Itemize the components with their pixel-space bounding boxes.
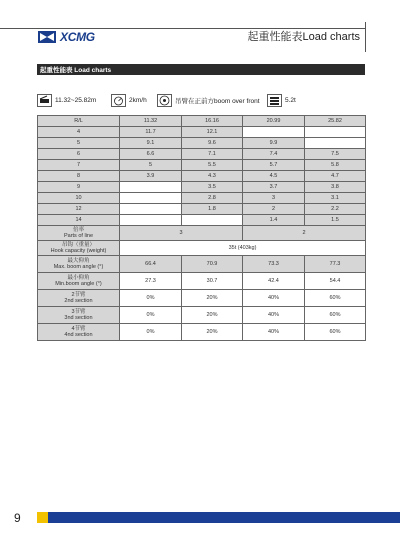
section-label: 3节臂 3nd section — [38, 307, 120, 324]
radius-cell: 4 — [38, 127, 120, 138]
header-cell: 16.16 — [182, 116, 243, 127]
capacity-cell: 2.2 — [305, 204, 366, 215]
header-cell: 11.32 — [120, 116, 182, 127]
header-cell: 25.82 — [305, 116, 366, 127]
boom-position-text: 吊臂在正前方boom over front — [175, 97, 260, 105]
angle-cell: 27.3 — [120, 273, 182, 290]
table-header-row — [38, 116, 366, 127]
radius-cell: 6 — [38, 149, 120, 160]
capacity-cell: 12.1 — [182, 127, 243, 138]
angle-cell: 66.4 — [120, 256, 182, 273]
capacity-cell: 11.7 — [120, 127, 182, 138]
angle-cell: 30.7 — [182, 273, 243, 290]
section-row — [38, 307, 366, 324]
capacity-cell: 3.9 — [120, 171, 182, 182]
table-row — [38, 182, 366, 193]
crane-icon — [37, 94, 52, 107]
section-cell: 60% — [305, 324, 366, 341]
radius-cell: 14 — [38, 215, 120, 226]
capacity-cell: 4.3 — [182, 171, 243, 182]
capacity-cell: 2 — [243, 204, 305, 215]
capacity-cell: 3.7 — [243, 182, 305, 193]
capacity-cell: 3 — [243, 193, 305, 204]
capacity-cell — [120, 182, 182, 193]
capacity-cell: 4.5 — [243, 171, 305, 182]
capacity-cell: 9.1 — [120, 138, 182, 149]
boom-length-text: 11.32~25.82m — [55, 96, 97, 104]
capacity-cell: 2.8 — [182, 193, 243, 204]
section-cell: 0% — [120, 324, 182, 341]
table-row — [38, 127, 366, 138]
counterweight-icon — [267, 94, 282, 107]
rotation-icon — [157, 94, 172, 107]
section-cell: 40% — [243, 324, 305, 341]
header-divider — [365, 22, 366, 52]
counterweight-text: 5.2t — [285, 96, 296, 104]
section-cell: 20% — [182, 290, 243, 307]
capacity-cell: 9.6 — [182, 138, 243, 149]
boom-position-condition — [157, 92, 260, 108]
capacity-cell: 7.4 — [243, 149, 305, 160]
radius-cell: 10 — [38, 193, 120, 204]
working-conditions — [37, 92, 367, 108]
header-cell: R/L — [38, 116, 120, 127]
section-label: 4节臂 4nd section — [38, 324, 120, 341]
counterweight-condition — [267, 92, 296, 108]
capacity-cell: 4.7 — [305, 171, 366, 182]
table-row — [38, 171, 366, 182]
xcmg-logo-icon — [37, 30, 57, 44]
section-title: 起重性能表 Load charts — [40, 67, 112, 74]
load-chart-table — [37, 115, 366, 341]
capacity-cell — [182, 215, 243, 226]
table-row — [38, 149, 366, 160]
radius-cell: 8 — [38, 171, 120, 182]
table-row — [38, 204, 366, 215]
speed-condition — [111, 92, 147, 108]
parts-of-line-row — [38, 226, 366, 241]
footer-bar-blue — [48, 512, 400, 523]
parts-of-line-label: 倍率 Parts of line — [38, 226, 120, 241]
section-cell: 20% — [182, 324, 243, 341]
capacity-cell: 5.7 — [243, 160, 305, 171]
capacity-cell: 1.8 — [182, 204, 243, 215]
speed-text: 2km/h — [129, 96, 147, 104]
section-cell: 20% — [182, 307, 243, 324]
boom-length-condition — [37, 92, 96, 108]
section-row — [38, 324, 366, 341]
max-angle-row — [38, 256, 366, 273]
capacity-cell — [120, 193, 182, 204]
capacity-cell: 1.4 — [243, 215, 305, 226]
section-cell: 0% — [120, 307, 182, 324]
parts-of-line-value: 3 — [120, 226, 243, 241]
section-cell: 60% — [305, 290, 366, 307]
radius-cell: 9 — [38, 182, 120, 193]
brand-logo — [37, 30, 95, 44]
section-cell: 60% — [305, 307, 366, 324]
footer-accent-yellow — [37, 512, 48, 523]
hook-capacity-label: 吊钩（重量） Hook capacity (weight) — [38, 241, 120, 256]
page-number: 9 — [14, 511, 21, 525]
angle-cell: 54.4 — [305, 273, 366, 290]
capacity-cell: 5 — [120, 160, 182, 171]
capacity-cell — [120, 215, 182, 226]
section-row — [38, 290, 366, 307]
radius-cell: 5 — [38, 138, 120, 149]
max-angle-label: 最大仰角 Max. boom angle (°) — [38, 256, 120, 273]
angle-cell: 77.3 — [305, 256, 366, 273]
logo-text: XCMG — [60, 30, 95, 44]
angle-cell: 42.4 — [243, 273, 305, 290]
section-label: 2节臂 2nd section — [38, 290, 120, 307]
capacity-cell: 5.8 — [305, 160, 366, 171]
table-row — [38, 193, 366, 204]
radius-cell: 12 — [38, 204, 120, 215]
capacity-cell: 6.6 — [120, 149, 182, 160]
parts-of-line-value: 2 — [243, 226, 366, 241]
section-cell: 40% — [243, 307, 305, 324]
capacity-cell — [305, 127, 366, 138]
capacity-cell — [305, 138, 366, 149]
capacity-cell: 9.9 — [243, 138, 305, 149]
capacity-cell — [243, 127, 305, 138]
min-angle-label: 最小仰角 Min.boom angle (°) — [38, 273, 120, 290]
table-row — [38, 160, 366, 171]
section-cell: 40% — [243, 290, 305, 307]
capacity-cell: 3.5 — [182, 182, 243, 193]
capacity-cell: 5.5 — [182, 160, 243, 171]
angle-cell: 70.9 — [182, 256, 243, 273]
capacity-cell: 3.1 — [305, 193, 366, 204]
header-cell: 20.99 — [243, 116, 305, 127]
speed-icon — [111, 94, 126, 107]
section-cell: 0% — [120, 290, 182, 307]
min-angle-row — [38, 273, 366, 290]
capacity-cell: 7.5 — [305, 149, 366, 160]
page-header — [0, 22, 400, 52]
capacity-cell: 3.8 — [305, 182, 366, 193]
page-title: 起重性能表Load charts — [247, 31, 360, 43]
hook-capacity-value: 35t (403kg) — [120, 241, 366, 256]
table-row — [38, 215, 366, 226]
radius-cell: 7 — [38, 160, 120, 171]
capacity-cell: 7.1 — [182, 149, 243, 160]
angle-cell: 73.3 — [243, 256, 305, 273]
table-row — [38, 138, 366, 149]
capacity-cell — [120, 204, 182, 215]
hook-capacity-row — [38, 241, 366, 256]
capacity-cell: 1.5 — [305, 215, 366, 226]
